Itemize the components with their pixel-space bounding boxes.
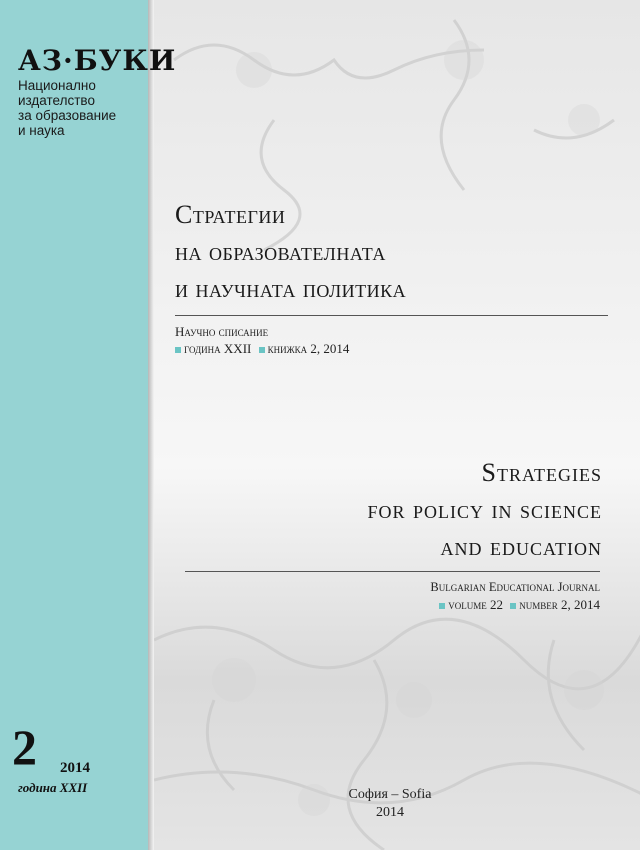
divider-bg [175,315,608,316]
issue-number: 2 [12,719,37,775]
square-bullet-icon [259,347,265,353]
issue-year: 2014 [60,760,90,776]
meta-bulgarian: година XXII книжка 2, 2014 [175,341,349,357]
spine-edge [148,0,154,850]
publication-place: София – Sofia 2014 [348,787,432,820]
publisher-name: Национално издателство за образование и наука [18,78,117,138]
divider-en [185,571,600,572]
meta-english: volume 22 number 2, 2014 [439,597,600,613]
issue-volume: година XXII [18,780,88,795]
title-bulgarian: Стратегии на образователната и научната политика [175,200,407,303]
subtitle-english: Bulgarian Educational Journal [430,580,600,594]
square-bullet-icon [510,603,516,609]
puzzle-background [154,0,640,850]
subtitle-bulgarian: Научно списание [175,324,269,339]
publisher-logo: АЗ·БУКИ [18,44,177,77]
puzzle-pattern [154,0,640,850]
square-bullet-icon [439,603,445,609]
title-english: Strategies for policy in science and education [367,458,602,561]
square-bullet-icon [175,347,181,353]
